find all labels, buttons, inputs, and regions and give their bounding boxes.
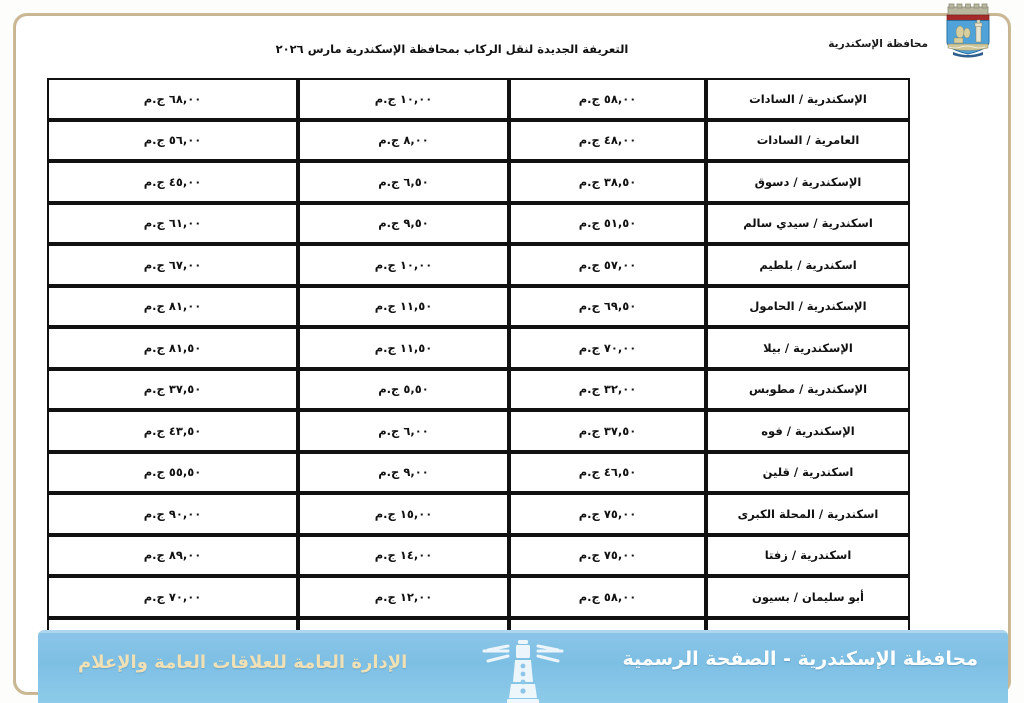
route-name-cell: اسكندرية / زفتا [706,535,910,577]
fare-total-cell: ٨٩,٠٠ ج.م [47,535,298,577]
route-name-cell: اسكندرية / سيدي سالم [706,203,910,245]
fare-total-cell: ٩٠,٠٠ ج.م [47,493,298,535]
route-name-cell: الإسكندرية / الحامول [706,286,910,328]
fare-total-cell: ٧٠,٠٠ ج.م [47,576,298,618]
footer-official-page-text: محافظة الإسكندرية - الصفحة الرسمية [622,648,978,670]
lighthouse-icon [464,636,582,703]
route-name-cell: اسكندرية / قلين [706,452,910,494]
fare-column-b-cell: ١٢,٠٠ ج.م [298,576,509,618]
fare-column-b-cell: ٨,٠٠ ج.م [298,120,509,162]
fare-total-cell: ٦٨,٠٠ ج.م [47,78,298,120]
fare-total-cell: ٦١,٠٠ ج.م [47,203,298,245]
page-title-text: التعريفة الجديدة لنقل الركاب بمحافظة الإسكندرية مارس ٢٠٢٦ [275,42,629,56]
fare-total-cell: ٤٣,٥٠ ج.م [47,410,298,452]
table-row [47,452,910,494]
footer-banner [38,630,1008,703]
fare-column-a-cell: ٥٨,٠٠ ج.م [509,576,706,618]
fare-column-a-cell: ٣٢,٠٠ ج.م [509,369,706,411]
table-row [47,410,910,452]
table-row [47,286,910,328]
fare-column-b-cell: ٩,٠٠ ج.م [298,452,509,494]
fare-column-a-cell: ٥٧,٠٠ ج.م [509,244,706,286]
route-name-cell: أبو سليمان / بسيون [706,576,910,618]
fare-column-a-cell: ٤٨,٠٠ ج.م [509,120,706,162]
fare-total-cell: ٨١,٥٠ ج.م [47,327,298,369]
fare-column-b-cell: ١٥,٠٠ ج.م [298,493,509,535]
governorate-label: محافظة الإسكندرية [828,38,928,50]
fare-column-b-cell: ٦,٠٠ ج.م [298,410,509,452]
table-row [47,327,910,369]
fare-column-b-cell: ١١,٥٠ ج.م [298,286,509,328]
table-row [47,493,910,535]
route-name-cell: الإسكندرية / فوه [706,410,910,452]
document-header [0,0,1024,72]
table-row [47,535,910,577]
fare-column-b-cell: ٦,٥٠ ج.م [298,161,509,203]
route-name-cell: الإسكندرية / مطوبس [706,369,910,411]
table-row [47,244,910,286]
fare-column-b-cell: ٩,٥٠ ج.م [298,203,509,245]
fares-table-container [95,78,910,659]
fare-column-a-cell: ٣٧,٥٠ ج.م [509,410,706,452]
fare-total-cell: ٥٦,٠٠ ج.م [47,120,298,162]
route-name-cell: الإسكندرية / دسوق [706,161,910,203]
fare-column-b-cell: ١١,٥٠ ج.م [298,327,509,369]
footer-department-text: الإدارة العامة للعلاقات العامة والإعلام [78,652,408,673]
fare-column-a-cell: ٥١,٥٠ ج.م [509,203,706,245]
fare-total-cell: ٤٥,٠٠ ج.م [47,161,298,203]
fare-column-a-cell: ٤٦,٥٠ ج.م [509,452,706,494]
fare-total-cell: ٥٥,٥٠ ج.م [47,452,298,494]
fare-column-b-cell: ١٠,٠٠ ج.م [298,78,509,120]
table-row [47,120,910,162]
fare-column-b-cell: ٥,٥٠ ج.م [298,369,509,411]
fare-column-a-cell: ٧٠,٠٠ ج.م [509,327,706,369]
table-row [47,161,910,203]
route-name-cell: العامرية / السادات [706,120,910,162]
fare-total-cell: ٦٧,٠٠ ج.م [47,244,298,286]
table-row [47,369,910,411]
fare-column-a-cell: ٧٥,٠٠ ج.م [509,493,706,535]
route-name-cell: الإسكندرية / السادات [706,78,910,120]
fare-total-cell: ٣٧,٥٠ ج.م [47,369,298,411]
fare-column-b-cell: ١٤,٠٠ ج.م [298,535,509,577]
table-row [47,78,910,120]
table-row [47,576,910,618]
table-row [47,203,910,245]
fares-table-body [47,78,910,659]
fares-table [47,78,910,659]
fare-column-a-cell: ٧٥,٠٠ ج.م [509,535,706,577]
route-name-cell: اسكندرية / المحلة الكبرى [706,493,910,535]
fare-total-cell: ٨١,٠٠ ج.م [47,286,298,328]
fare-column-b-cell: ١٠,٠٠ ج.م [298,244,509,286]
page-title [0,42,1024,56]
fare-column-a-cell: ٣٨,٥٠ ج.م [509,161,706,203]
route-name-cell: اسكندرية / بلطيم [706,244,910,286]
fare-column-a-cell: ٥٨,٠٠ ج.م [509,78,706,120]
fare-column-a-cell: ٦٩,٥٠ ج.م [509,286,706,328]
route-name-cell: الإسكندرية / بيلا [706,327,910,369]
